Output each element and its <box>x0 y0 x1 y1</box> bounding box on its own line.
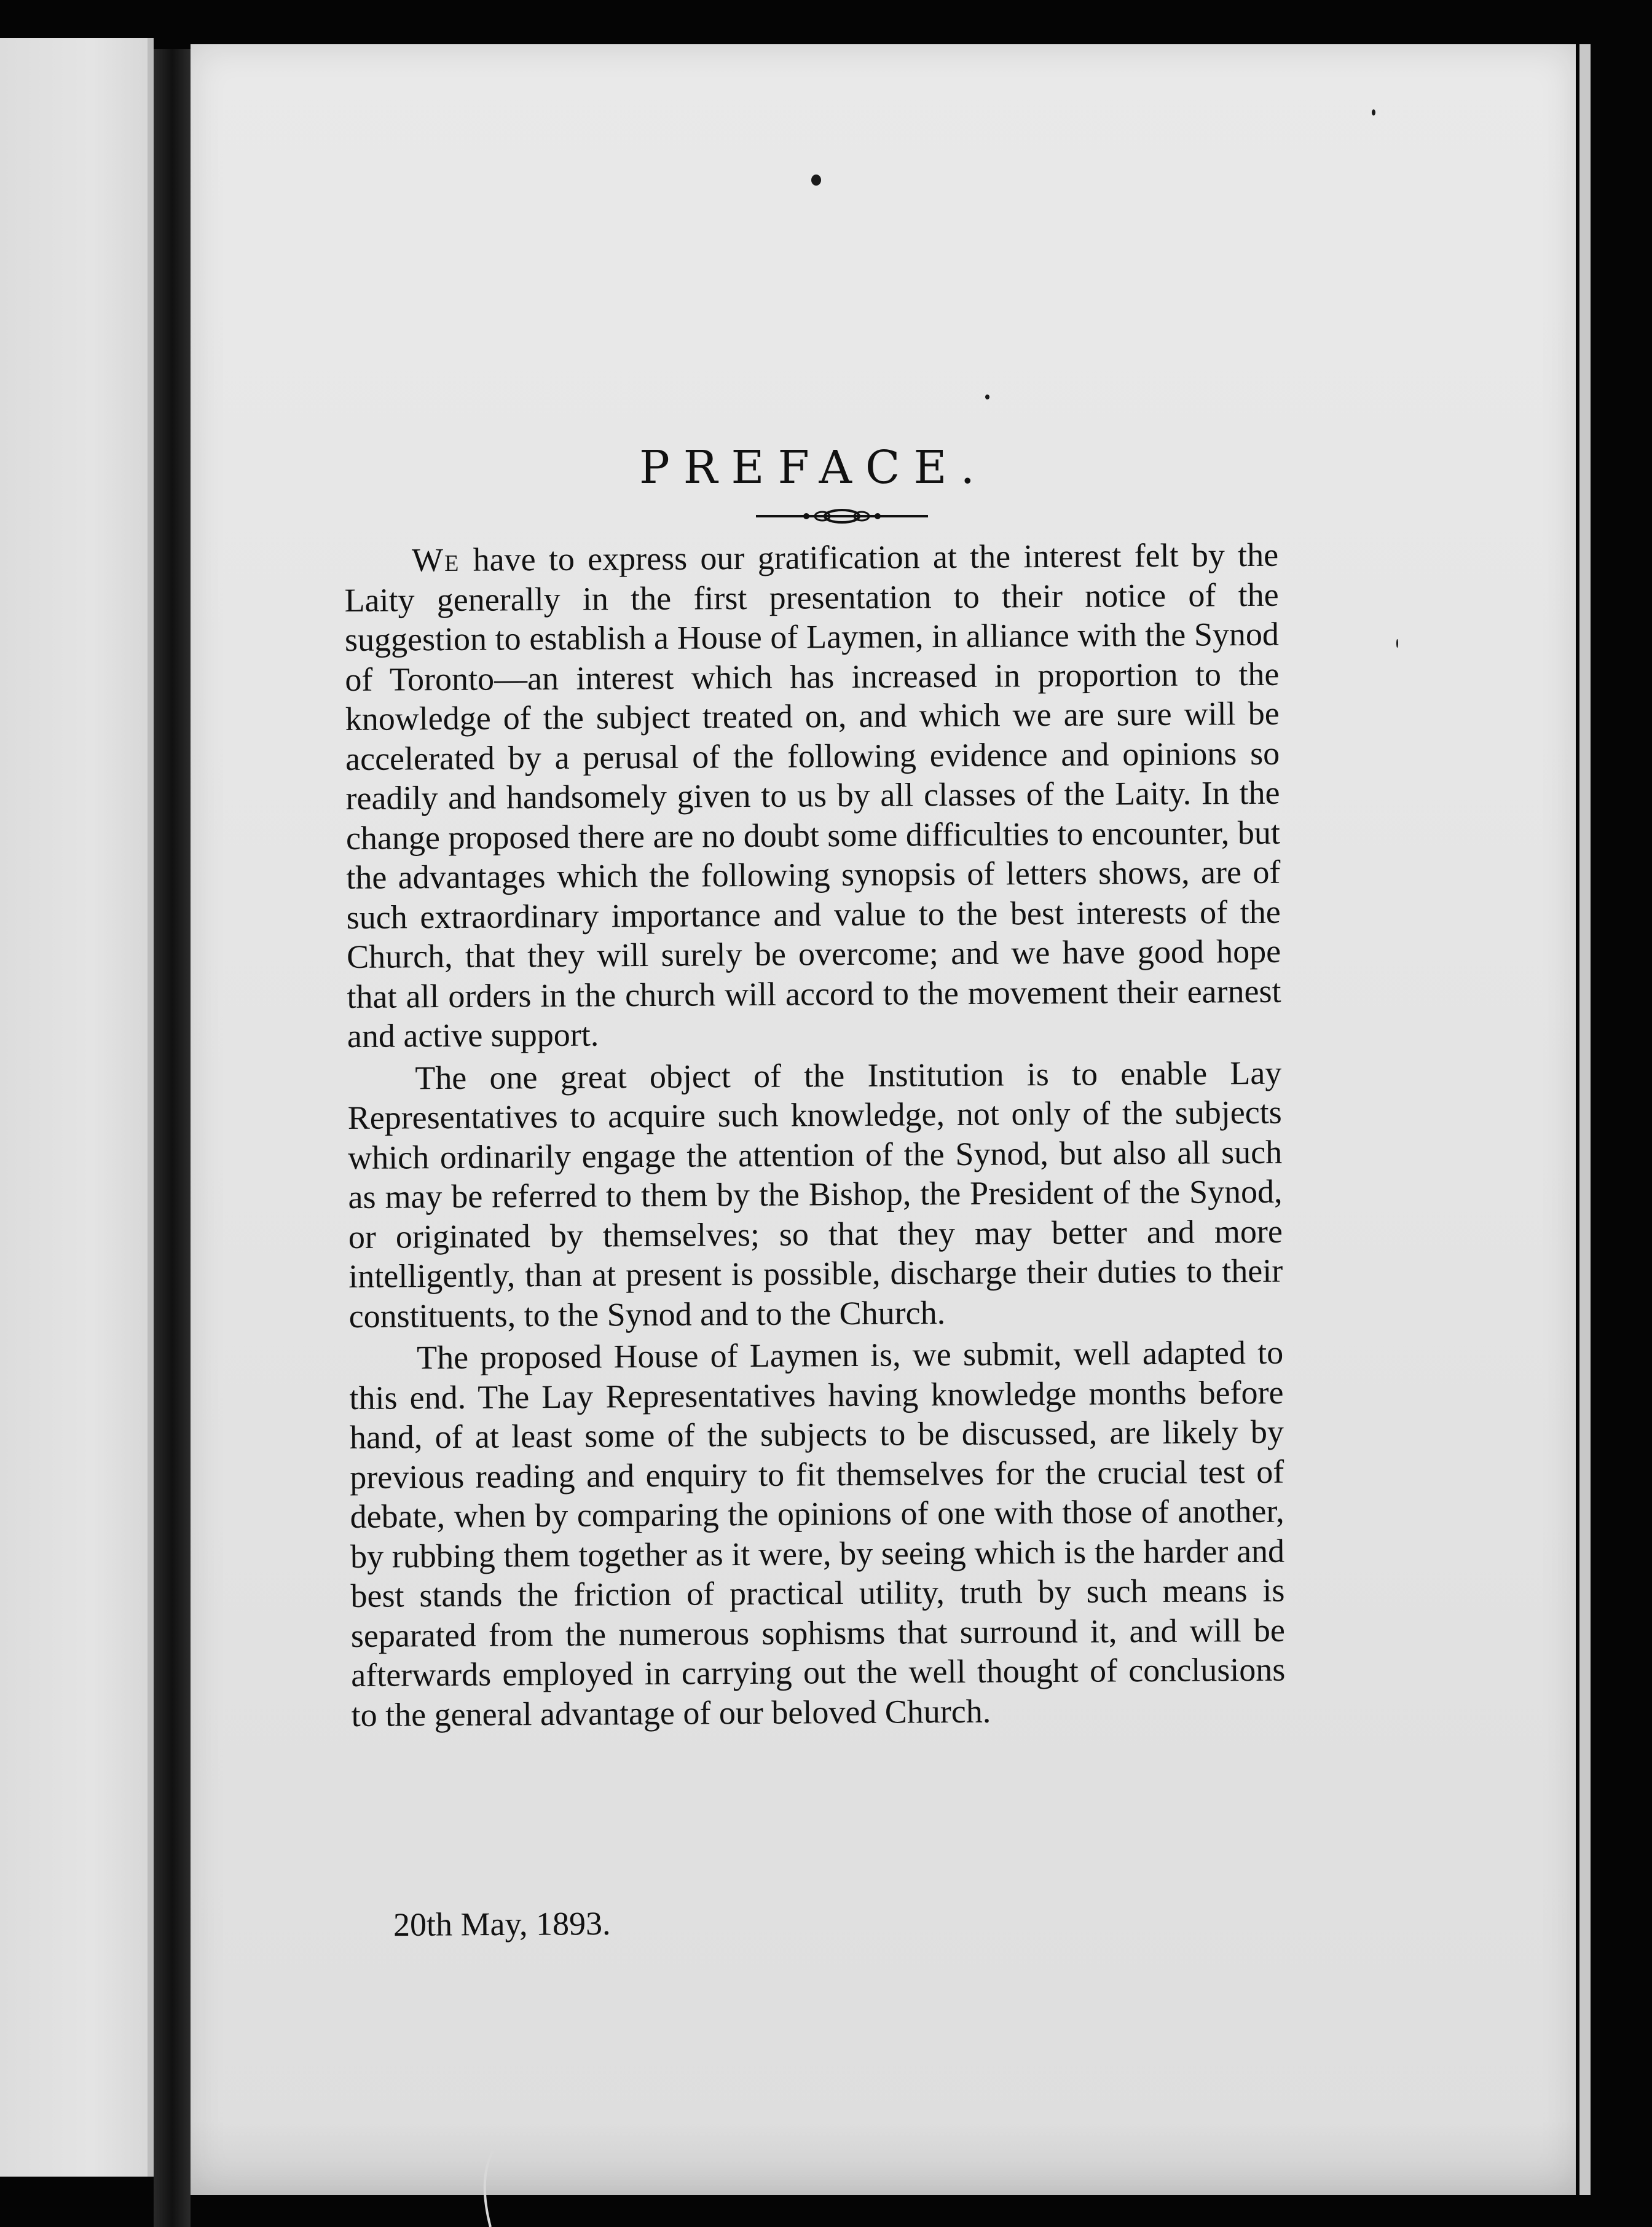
page-right-border <box>1579 44 1591 2195</box>
paragraph <box>344 535 1281 1056</box>
page-shadow <box>191 2120 1576 2195</box>
dust-speck <box>1396 639 1398 648</box>
paragraph-text: The one great object of the Institution is to enable Lay Representatives to acquire such knowledge, not only of the subjects which ordinarily engage the attention of the Synod, but also all such as may be referred to them by the Bishop, the President of the Synod, or originated by themselves; so that they may better and more intelligently, than at present is possible, discharge their duties to their constituents, to the Synod and to the Church. <box>347 1054 1283 1335</box>
facing-page-edge <box>0 38 154 2177</box>
paragraph <box>347 1053 1283 1336</box>
paragraph <box>349 1333 1286 1735</box>
dust-speck <box>1372 109 1375 116</box>
book-spine <box>154 49 191 2227</box>
dust-speck <box>811 175 821 186</box>
page-title: PREFACE. <box>639 441 989 494</box>
facing-page-border <box>148 38 154 2177</box>
paragraph-text: have to express our gratification at the interest felt by the Laity generally in the first presentation to their notice of the suggestion to establish a House of Laymen, in alliance with the Synod of Toronto—an interest which has increased in proportion to the knowledge of the subject treated on, and which we are sure will be accelerated by a perusal of the following evidence and opinions so readily and handsomely given to us by all classes of the Laity. In the change proposed there are no doubt some difficulties to encounter, but the advantages which the following synopsis of letters shows, are of such extraordinary importance and value to the best interests of the Church, that they will surely be overcome; and we have good hope that all orders in the church will accord to the movement their earnest and active support. <box>344 536 1281 1055</box>
date-line: 20th May, 1893. <box>393 1904 611 1944</box>
scan-artifact-icon <box>479 2151 498 2227</box>
paragraph-text: The proposed House of Laymen is, we submit, well adapted to this end. The Lay Representatives having knowledge months before hand, of at least some of the subjects to be discussed, are likely by previous reading and enquiry to fit themselves for the crucial test of debate, when by comparing the opinions of one with those of another, by rubbing them together as it were, by seeing which is the harder and best stands the friction of practical utility, truth by such means is separated from the numerous sophisms that surround it, and will be afterwards employed in carrying out the well thought of conclusions to the general advantage of our beloved Church. <box>349 1333 1286 1734</box>
dust-speck <box>985 395 989 399</box>
paragraph-lead-word: We <box>412 541 460 579</box>
body-text <box>344 535 1286 1735</box>
decorative-rule-icon <box>756 504 928 528</box>
